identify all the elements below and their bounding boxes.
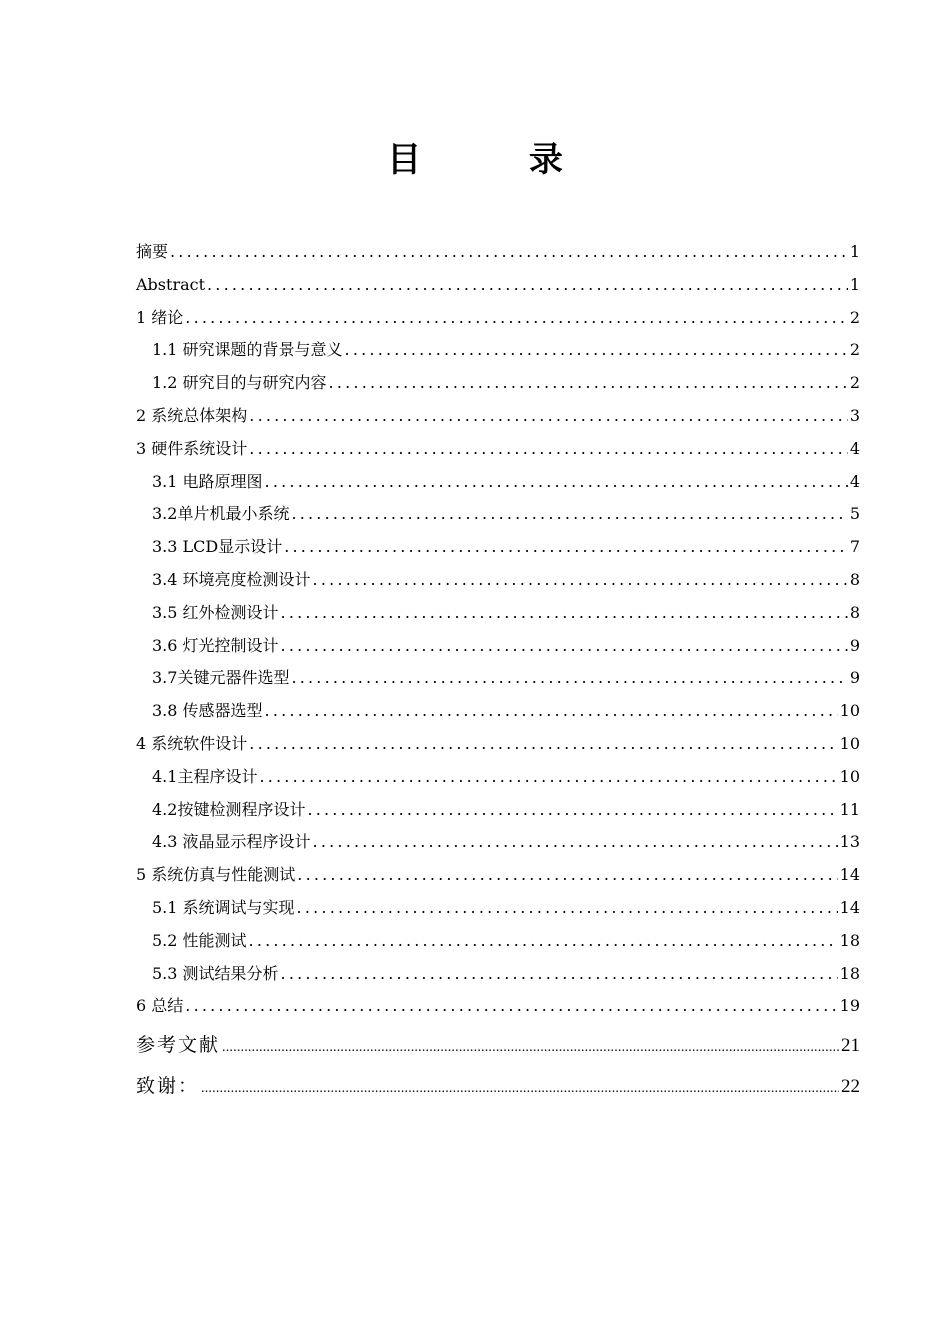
toc-entry-section-3-6[interactable] (136, 630, 860, 663)
toc-entry-label: 3.6 灯光控制设计 (152, 635, 279, 655)
toc-leader-dots (265, 466, 848, 499)
toc-leader-dots (249, 400, 848, 433)
toc-leader-dots (329, 367, 848, 400)
table-of-contents (136, 236, 860, 1107)
toc-leader-dots (297, 892, 838, 925)
toc-entry-abstract-en[interactable] (136, 269, 860, 302)
toc-leader-dots (265, 695, 838, 728)
toc-entry-page: 14 (839, 865, 860, 885)
toc-entry-section-3-5[interactable] (136, 597, 860, 630)
toc-entry-label: 4 系统软件设计 (136, 733, 248, 753)
toc-leader-dots (307, 794, 837, 827)
toc-entry-label: 3.2单片机最小系统 (152, 504, 290, 524)
toc-entry-label: 3.4 环境亮度检测设计 (152, 569, 311, 589)
toc-entry-page: 9 (849, 668, 860, 688)
toc-entry-page: 2 (849, 307, 860, 327)
toc-entry-section-4-2[interactable] (136, 794, 860, 827)
page-title: 目 录 (387, 140, 611, 180)
toc-entry-section-3-8[interactable] (136, 695, 860, 728)
toc-entry-section-1-2[interactable] (136, 367, 860, 400)
toc-entry-section-1-1[interactable] (136, 334, 860, 367)
toc-entry-label: 3 硬件系统设计 (136, 438, 248, 458)
toc-leader-dots (185, 990, 837, 1023)
toc-entry-page: 2 (849, 340, 860, 360)
toc-leader-dots (201, 1068, 839, 1109)
toc-entry-chapter-6[interactable] (136, 990, 860, 1023)
toc-entry-page: 19 (839, 996, 860, 1016)
toc-leader-dots (291, 498, 847, 531)
toc-leader-dots (313, 564, 848, 597)
toc-leader-dots (281, 597, 848, 630)
toc-entry-page: 8 (849, 569, 860, 589)
toc-leader-dots (313, 826, 838, 859)
toc-entry-page: 18 (839, 963, 860, 983)
toc-entry-section-5-1[interactable] (136, 892, 860, 925)
toc-entry-page: 9 (849, 635, 860, 655)
toc-entry-label: 2 系统总体架构 (136, 405, 248, 425)
toc-entry-label: 1 绪论 (136, 307, 184, 327)
toc-entry-page: 1 (849, 274, 860, 294)
toc-leader-dots (249, 925, 838, 958)
toc-leader-dots (222, 1027, 839, 1068)
toc-entry-label: 1.1 研究课题的背景与意义 (152, 340, 343, 360)
toc-entry-label: 致谢： (136, 1076, 200, 1098)
toc-entry-label: 5.2 性能测试 (152, 930, 247, 950)
toc-entry-section-3-1[interactable] (136, 466, 860, 499)
toc-entry-section-5-3[interactable] (136, 958, 860, 991)
toc-entry-page: 10 (839, 733, 860, 753)
toc-entry-label: 摘要 (136, 242, 169, 261)
toc-entry-page: 14 (839, 897, 860, 917)
toc-entry-chapter-5[interactable] (136, 859, 860, 892)
toc-entry-label: 5.1 系统调试与实现 (152, 897, 295, 917)
toc-leader-dots (281, 958, 838, 991)
toc-entry-page: 21 (841, 1035, 860, 1057)
toc-entry-page: 10 (839, 701, 860, 721)
toc-leader-dots (249, 728, 837, 761)
toc-leader-dots (170, 236, 848, 269)
toc-entry-chapter-1[interactable] (136, 302, 860, 335)
toc-entry-label: 5.3 测试结果分析 (152, 963, 279, 983)
toc-entry-section-3-7[interactable] (136, 662, 860, 695)
toc-entry-page: 22 (841, 1076, 860, 1098)
toc-entry-section-4-1[interactable] (136, 761, 860, 794)
toc-entry-label: 5 系统仿真与性能测试 (136, 865, 296, 885)
toc-entry-label: 4.3 液晶显示程序设计 (152, 832, 311, 852)
toc-leader-dots (281, 630, 848, 663)
toc-entry-section-4-3[interactable] (136, 826, 860, 859)
toc-leader-dots (284, 531, 848, 564)
toc-entry-page: 18 (839, 930, 860, 950)
toc-leader-dots (249, 433, 848, 466)
toc-leader-dots (291, 662, 847, 695)
toc-entry-label: 1.2 研究目的与研究内容 (152, 373, 327, 393)
toc-leader-dots (259, 761, 837, 794)
toc-entry-section-5-2[interactable] (136, 925, 860, 958)
toc-entry-section-3-4[interactable] (136, 564, 860, 597)
toc-entry-label: 3.1 电路原理图 (152, 471, 263, 491)
toc-entry-page: 7 (849, 537, 860, 557)
toc-entry-label: 4.1主程序设计 (152, 766, 258, 786)
toc-entry-references[interactable] (136, 1025, 860, 1066)
toc-entry-page: 13 (839, 832, 860, 852)
toc-leader-dots (207, 269, 848, 302)
toc-entry-abstract-cn[interactable] (136, 236, 860, 269)
toc-entry-label: 3.8 传感器选型 (152, 701, 263, 721)
toc-entry-section-3-3[interactable] (136, 531, 860, 564)
toc-entry-page: 5 (849, 504, 860, 524)
toc-entry-page: 2 (849, 373, 860, 393)
toc-entry-section-3-2[interactable] (136, 498, 860, 531)
toc-entry-label: 3.7关键元器件选型 (152, 668, 290, 688)
toc-entry-page: 11 (839, 799, 860, 819)
toc-entry-label: 参考文献 (136, 1035, 221, 1057)
toc-entry-page: 3 (849, 405, 860, 425)
toc-entry-label: 3.5 红外检测设计 (152, 602, 279, 622)
toc-entry-chapter-2[interactable] (136, 400, 860, 433)
toc-entry-chapter-4[interactable] (136, 728, 860, 761)
toc-entry-chapter-3[interactable] (136, 433, 860, 466)
toc-entry-page: 1 (849, 242, 860, 261)
toc-leader-dots (297, 859, 837, 892)
toc-entry-page: 10 (839, 766, 860, 786)
toc-entry-acknowledgements[interactable] (136, 1066, 860, 1107)
toc-leader-dots (345, 334, 848, 367)
toc-entry-label: 6 总结 (136, 996, 184, 1016)
toc-entry-label: 4.2按键检测程序设计 (152, 799, 306, 819)
toc-leader-dots (185, 302, 848, 335)
toc-entry-label: 3.3 LCD显示设计 (152, 537, 283, 557)
toc-entry-page: 4 (849, 438, 860, 458)
toc-entry-page: 4 (849, 471, 860, 491)
toc-entry-page: 8 (849, 602, 860, 622)
toc-entry-label: Abstract (136, 274, 206, 294)
